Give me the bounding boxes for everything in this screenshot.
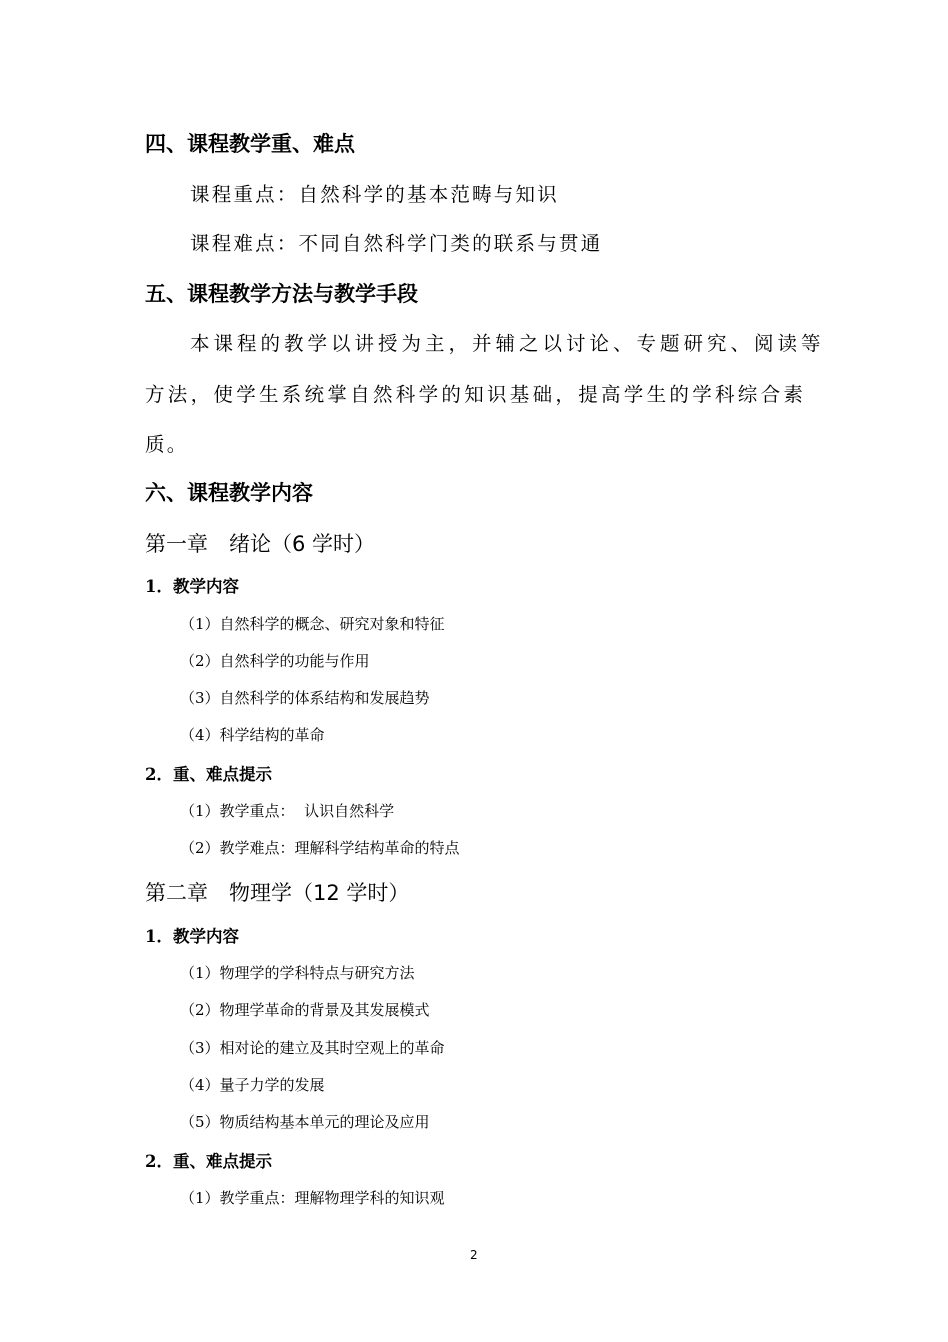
- method-paragraph-line-3: 质。: [145, 433, 189, 456]
- chapter-1-key-item: （1）教学重点： 认识自然科学: [180, 802, 395, 820]
- chapter-2-title: 第二章 物理学（12 学时）: [145, 881, 410, 905]
- chapter-1-key-heading: 2．重、难点提示: [145, 765, 272, 784]
- method-paragraph-line-2: 方法，使学生系统掌自然科学的知识基础，提高学生的学科综合素: [145, 383, 807, 406]
- chapter-2-item: （2）物理学革命的背景及其发展模式: [180, 1001, 430, 1019]
- chapter-2-item: （5）物质结构基本单元的理论及应用: [180, 1113, 430, 1131]
- chapter-2-key-item: （1）教学重点：理解物理学科的知识观: [180, 1189, 445, 1207]
- page-number: 2: [470, 1248, 478, 1262]
- chapter-2-key-heading: 2．重、难点提示: [145, 1152, 272, 1171]
- course-focus-line: 课程重点：自然科学的基本范畴与知识: [190, 183, 559, 206]
- section-5-heading: 五、课程教学方法与教学手段: [145, 282, 418, 306]
- section-6-heading: 六、课程教学内容: [145, 481, 313, 505]
- chapter-2-item: （1）物理学的学科特点与研究方法: [180, 964, 415, 982]
- chapter-2-item: （4）量子力学的发展: [180, 1076, 325, 1094]
- chapter-2-item: （3）相对论的建立及其时空观上的革命: [180, 1039, 445, 1057]
- chapter-2-content-heading: 1．教学内容: [145, 927, 239, 946]
- chapter-1-item: （2）自然科学的功能与作用: [180, 652, 370, 670]
- chapter-1-item: （3）自然科学的体系结构和发展趋势: [180, 689, 430, 707]
- method-paragraph-line-1: 本课程的教学以讲授为主，并辅之以讨论、专题研究、阅读等: [190, 332, 825, 355]
- chapter-1-item: （4）科学结构的革命: [180, 726, 325, 744]
- chapter-1-item: （1）自然科学的概念、研究对象和特征: [180, 615, 445, 633]
- section-4-heading: 四、课程教学重、难点: [145, 132, 355, 156]
- chapter-1-content-heading: 1．教学内容: [145, 577, 239, 596]
- course-difficulty-line: 课程难点：不同自然科学门类的联系与贯通: [190, 232, 603, 255]
- chapter-1-title: 第一章 绪论（6 学时）: [145, 532, 376, 556]
- chapter-1-key-item: （2）教学难点：理解科学结构革命的特点: [180, 839, 460, 857]
